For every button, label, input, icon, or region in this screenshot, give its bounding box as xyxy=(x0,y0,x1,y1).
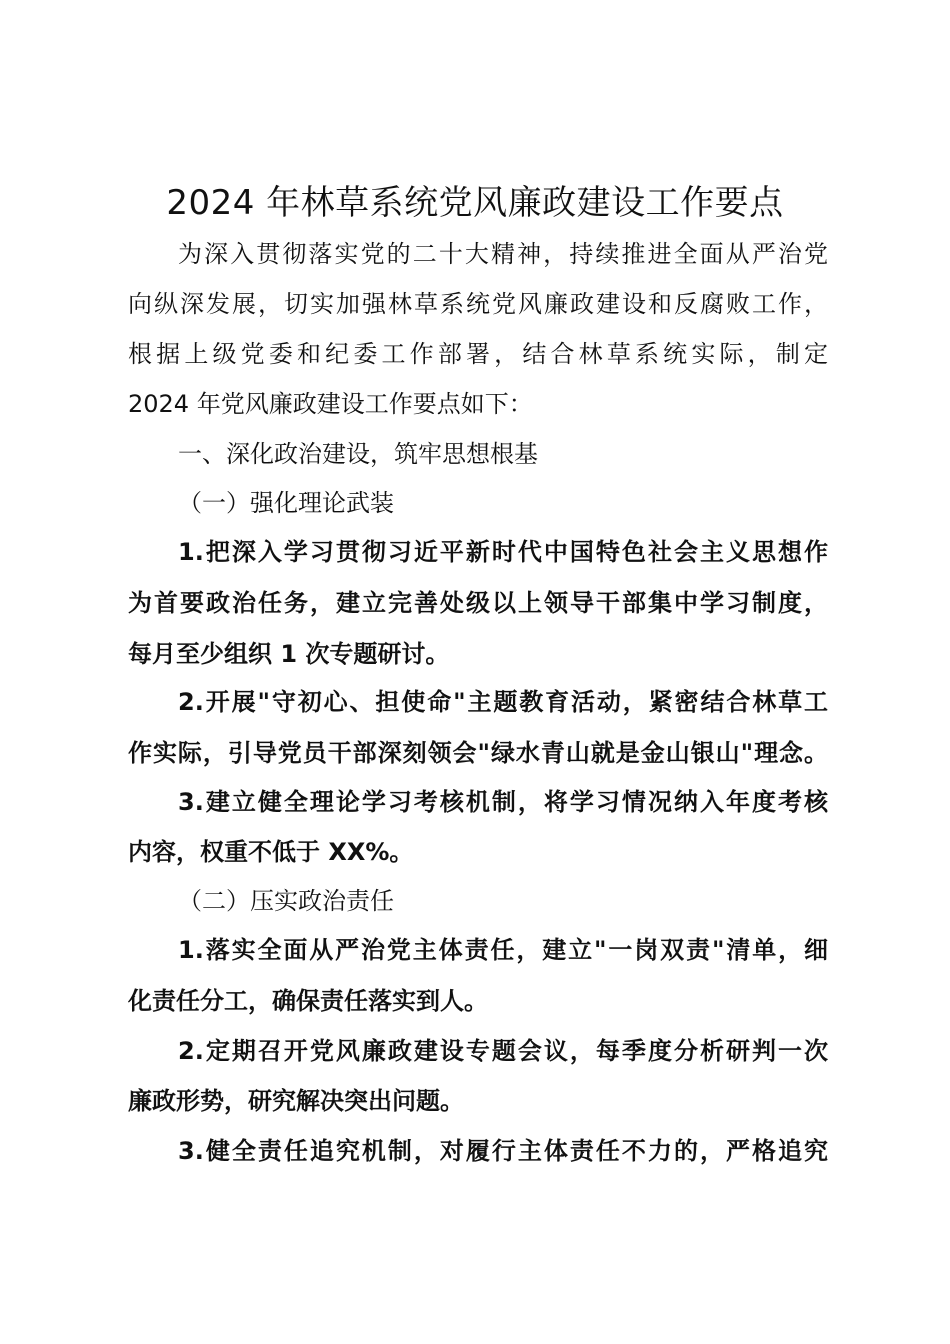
intro-line-1: 为深入贯彻落实党的二十大精神，持续推进全面从严治党 xyxy=(178,240,828,268)
subsection-1-heading: （一）强化理论武装 xyxy=(178,489,394,517)
intro-line-3: 根据上级党委和纪委工作部署，结合林草系统实际，制定 xyxy=(128,340,828,368)
document-title: 2024 年林草系统党风廉政建设工作要点 xyxy=(166,183,784,223)
intro-line-2: 向纵深发展，切实加强林草系统党风廉政建设和反腐败工作， xyxy=(128,290,828,318)
section-1-heading: 一、深化政治建设，筑牢思想根基 xyxy=(178,440,538,468)
paragraph-2-1-line-1: 1.落实全面从严治党主体责任，建立"一岗双责"清单，细 xyxy=(178,936,828,964)
intro-line-4: 2024 年党风廉政建设工作要点如下： xyxy=(128,390,533,418)
paragraph-1-2-line-2: 作实际，引导党员干部深刻领会"绿水青山就是金山银山"理念。 xyxy=(128,739,828,767)
paragraph-1-1-line-1: 1.把深入学习贯彻习近平新时代中国特色社会主义思想作 xyxy=(178,538,828,566)
subsection-2-heading: （二）压实政治责任 xyxy=(178,887,394,915)
paragraph-1-1-line-3: 每月至少组织 1 次专题研讨。 xyxy=(128,640,450,668)
paragraph-1-1-line-2: 为首要政治任务，建立完善处级以上领导干部集中学习制度， xyxy=(128,589,828,617)
paragraph-2-2-line-2: 廉政形势，研究解决突出问题。 xyxy=(128,1087,464,1115)
paragraph-1-2-line-1: 2.开展"守初心、担使命"主题教育活动，紧密结合林草工 xyxy=(178,688,828,716)
paragraph-2-3-line-1: 3.健全责任追究机制，对履行主体责任不力的，严格追究 xyxy=(178,1137,828,1165)
paragraph-1-3-line-1: 3.建立健全理论学习考核机制，将学习情况纳入年度考核 xyxy=(178,788,828,816)
paragraph-2-2-line-1: 2.定期召开党风廉政建设专题会议，每季度分析研判一次 xyxy=(178,1037,828,1065)
paragraph-1-3-line-2: 内容，权重不低于 XX%。 xyxy=(128,838,414,866)
paragraph-2-1-line-2: 化责任分工，确保责任落实到人。 xyxy=(128,987,488,1015)
